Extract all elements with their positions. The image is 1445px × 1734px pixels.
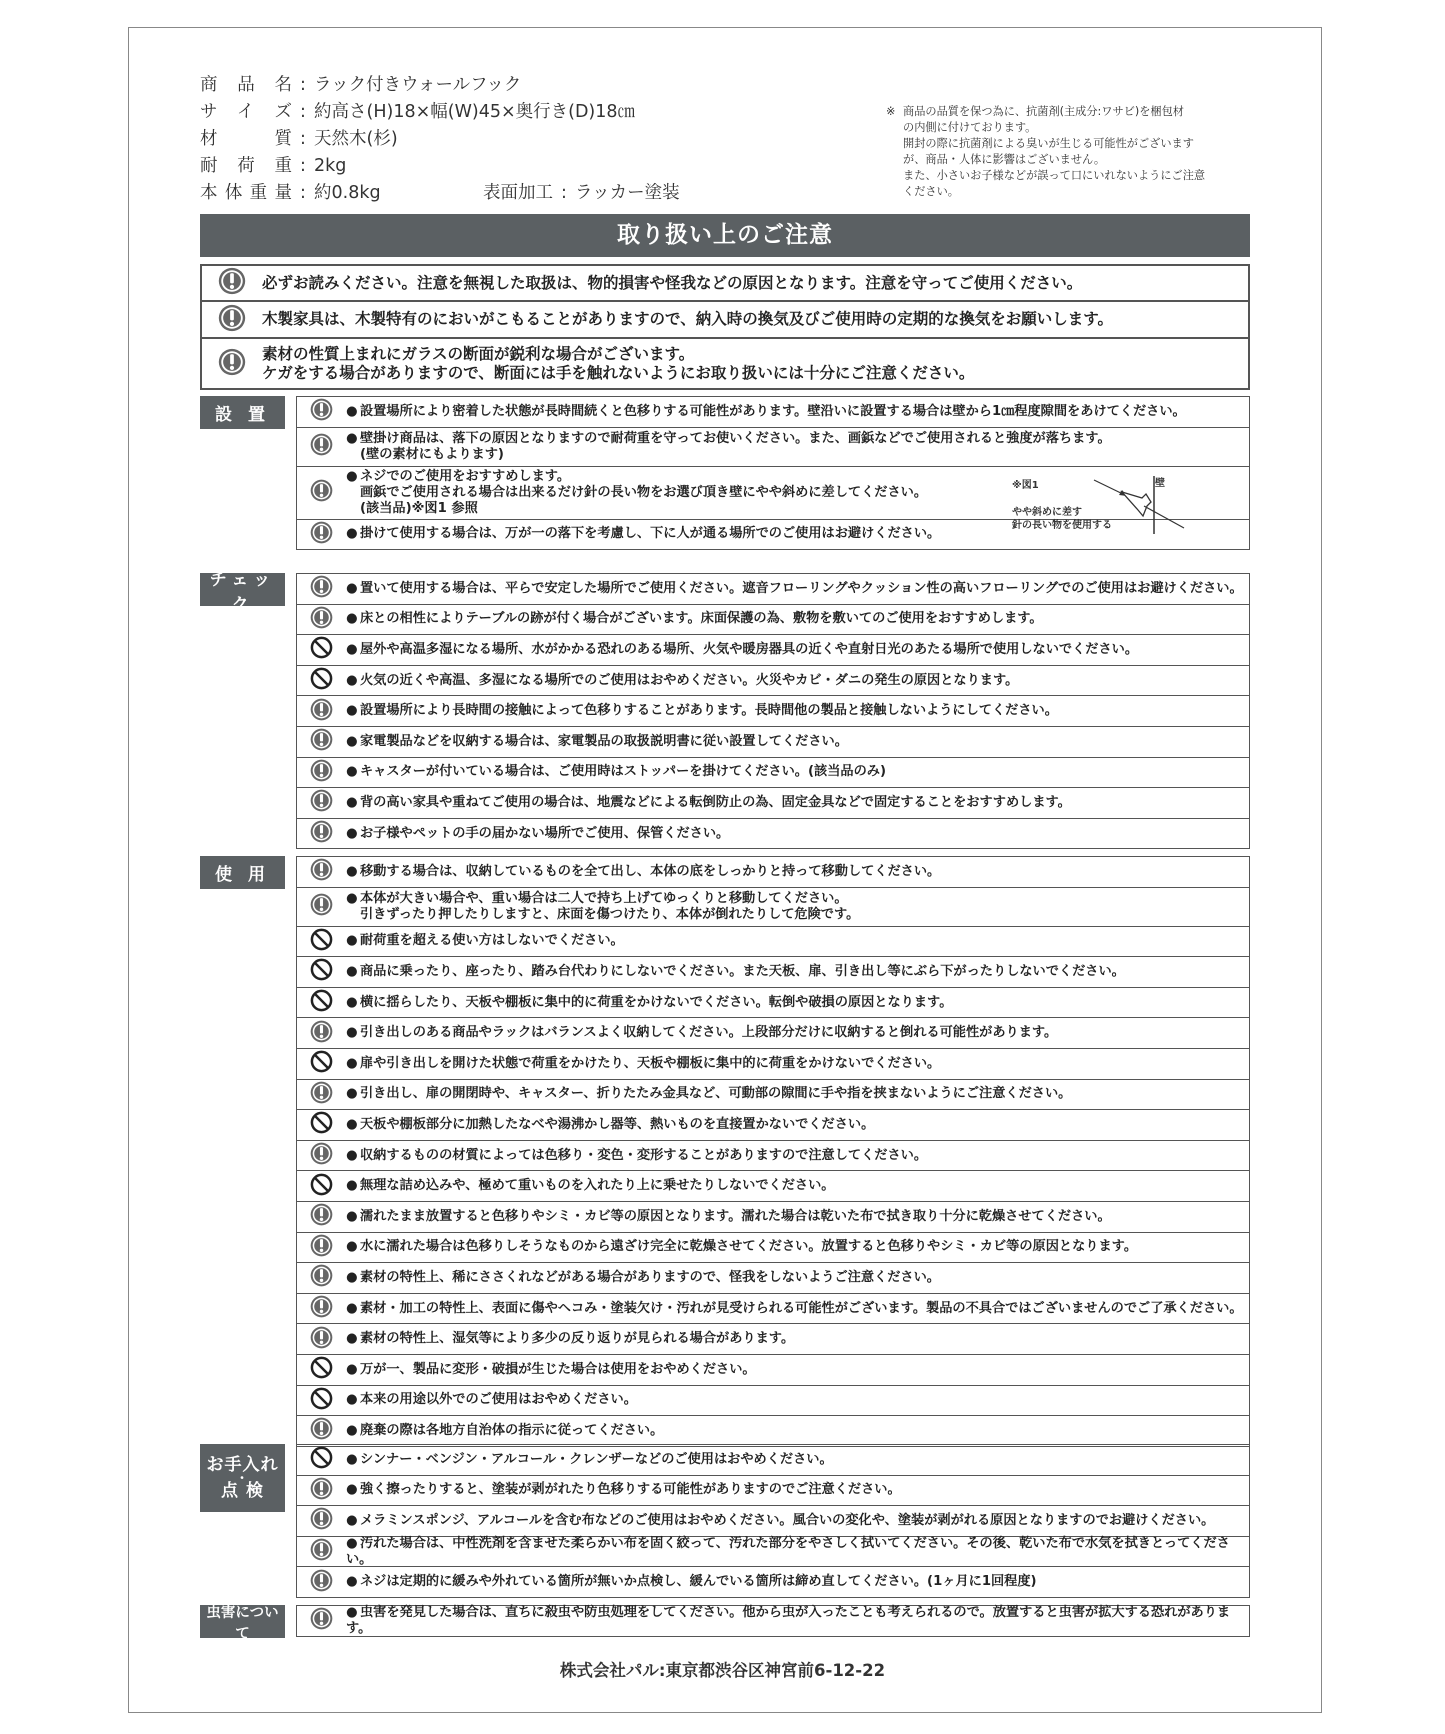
warning-row xyxy=(202,266,1248,302)
caution-text: ● 商品に乗ったり、座ったり、踏み台代わりにしないでください。また天板、扉、引き出し等にぶら下がったりしないでください。 xyxy=(346,963,1125,979)
caution-icon xyxy=(310,858,333,885)
caution-row xyxy=(297,1202,1249,1233)
prohibited-icon xyxy=(310,1173,333,1200)
caution-icon xyxy=(310,398,333,425)
caution-row xyxy=(297,957,1249,988)
spec-value: 約高さ(H)18×幅(W)45×奥行き(D)18㎝ xyxy=(314,102,636,122)
bullet: ● xyxy=(346,1482,358,1498)
bullet: ● xyxy=(346,526,358,542)
prohibited-icon xyxy=(310,1111,333,1138)
caution-row xyxy=(297,1049,1249,1080)
caution-text: ● 素材の特性上、稀にささくれなどがある場合がありますので、怪我をしないようご注意ください。 xyxy=(346,1269,940,1285)
bullet: ● xyxy=(346,1239,358,1255)
caution-text: ● ネジは定期的に緩みや外れている箇所が無いか点検し、緩んでいる箇所は締め直してください。(1ヶ月に1回程度) xyxy=(346,1574,1037,1590)
antibacterial-note xyxy=(886,104,1258,200)
caution-icon xyxy=(310,1538,333,1565)
caution-row xyxy=(297,927,1249,958)
bullet: ● xyxy=(346,1604,358,1620)
prohibited-icon xyxy=(310,989,333,1016)
caution-icon xyxy=(310,1203,333,1230)
caution-row xyxy=(297,1324,1249,1355)
note-mark: ※ xyxy=(886,105,896,118)
caution-text: ● ネジでのご使用をおすすめします。 画鋲でご使用される場合は出来るだけ針の長い物をお選び頂き壁にやや斜めに差してください。 (該当品)※図1 参照 xyxy=(346,468,928,516)
bullet: ● xyxy=(346,1055,358,1071)
caution-text: ● 廃棄の際は各地方自治体の指示に従ってください。 xyxy=(346,1422,664,1438)
caution-row xyxy=(297,1294,1249,1325)
caution-icon xyxy=(310,1569,333,1596)
caution-icon xyxy=(310,1264,333,1291)
note-line: 開封の際に抗菌剤による臭いが生じる可能性がございます xyxy=(903,137,1194,150)
warning-text: 木製家具は、木製特有のにおいがこもることがありますので、納入時の換気及びご使用時の定期的な換気をお願いします。 xyxy=(262,310,1113,328)
caution-icon xyxy=(310,698,333,725)
main-title: 取り扱い上のご注意 xyxy=(200,214,1250,257)
note-line: ※ 商品の品質を保つ為に、抗菌剤(主成分:ワサビ)を梱包材 xyxy=(886,105,1184,118)
caution-icon xyxy=(310,1081,333,1108)
bullet: ● xyxy=(346,672,358,688)
caution-row xyxy=(297,574,1249,605)
caution-row xyxy=(297,428,1249,467)
product-spec xyxy=(200,72,900,207)
caution-text: ● 設置場所により密着した状態が長時間続くと色移りする可能性があります。壁沿いに設置する場合は壁から1㎝程度隙間をあけてください。 xyxy=(346,403,1186,419)
caution-icon xyxy=(310,1607,333,1634)
bullet: ● xyxy=(346,1208,358,1224)
caution-icon xyxy=(310,893,333,920)
prohibited-icon xyxy=(310,1387,333,1414)
warning-text: 必ずお読みください。注意を無視した取扱は、物的損害や怪我などの原因となります。注意を守ってご使用ください。 xyxy=(262,273,1083,292)
caution-text: ● 屋外や高温多湿になる場所、水がかかる恐れのある場所、火気や暖房器具の近くや直射日光のあたる場所で使用しないでください。 xyxy=(346,641,1139,657)
bullet: ● xyxy=(346,1025,358,1041)
caution-icon xyxy=(310,728,333,755)
spec-name: 商品名 : ラック付きウォールフック xyxy=(200,72,900,99)
bullet: ● xyxy=(346,703,358,719)
section-table xyxy=(296,1605,1250,1637)
warning-row xyxy=(202,339,1248,388)
bullet: ● xyxy=(346,963,358,979)
caution-text: ● 素材・加工の特性上、表面に傷やヘコみ・塗装欠け・汚れが見受けられる可能性がございます。製品の不具合ではございませんのでご了承ください。 xyxy=(346,1300,1243,1316)
section-title: チェック xyxy=(200,573,285,606)
caution-text: ● 引き出し、扉の開閉時や、キャスター、折りたたみ金具など、可動部の隙間に手や指を挟まないようにご注意ください。 xyxy=(346,1086,1072,1102)
spec-weight: 本体重量 : 約0.8kg 表面加工 : ラッカー塗装 xyxy=(200,180,900,207)
caution-text: ● 背の高い家具や重ねてご使用の場合は、地震などによる転倒防止の為、固定金具などで固定することをおすすめします。 xyxy=(346,794,1071,810)
caution-row xyxy=(297,888,1249,927)
caution-text: ● 扉や引き出しを開けた状態で荷重をかけたり、天板や棚板に集中的に荷重をかけないでください。 xyxy=(346,1055,941,1071)
caution-row xyxy=(297,788,1249,819)
caution-text: ● 虫害を発見した場合は、直ちに殺虫や防虫処理をしてください。他から虫が入ったことも考えられるので。放置すると虫害が拡大する恐れがあります。 xyxy=(346,1604,1231,1636)
bullet: ● xyxy=(346,1147,358,1163)
bullet: ● xyxy=(346,1300,358,1316)
caution-text: ● お子様やペットの手の届かない場所でご使用、保管ください。 xyxy=(346,825,730,841)
caution-icon xyxy=(310,759,333,786)
caution-row xyxy=(297,1416,1249,1446)
caution-text: ● 天板や棚板部分に加熱したなべや湯沸かし器等、熱いものを直接置かないでください。 xyxy=(346,1116,875,1132)
spec-value: 天然木(杉) xyxy=(314,129,398,149)
caution-icon xyxy=(310,1142,333,1169)
caution-text: ● 素材の特性上、湿気等により多少の反り返りが見られる場合があります。 xyxy=(346,1331,795,1347)
caution-text: ● シンナー・ベンジン・アルコール・クレンザーなどのご使用はおやめください。 xyxy=(346,1451,833,1467)
bullet: ● xyxy=(346,1116,358,1132)
bullet: ● xyxy=(346,1361,358,1377)
caution-icon xyxy=(310,433,333,460)
caution-text: ● 無理な詰め込みや、極めて重いものを入れたり上に乗せたりしないでください。 xyxy=(346,1178,835,1194)
caution-icon xyxy=(310,789,333,816)
caution-row xyxy=(297,1537,1249,1568)
caution-icon xyxy=(310,1020,333,1047)
caution-icon xyxy=(310,1507,333,1534)
prohibited-icon xyxy=(310,1050,333,1077)
note-line: が、商品・人体に影響はございません。 xyxy=(903,153,1106,166)
caution-row xyxy=(297,1080,1249,1111)
spec-finish: 表面加工 : ラッカー塗装 xyxy=(483,183,680,203)
caution-row xyxy=(297,605,1249,636)
caution-row xyxy=(297,819,1249,849)
caution-text: ● 強く擦ったりすると、塗装が剥がれたり色移りする可能性がありますのでご注意ください。 xyxy=(346,1482,901,1498)
bullet: ● xyxy=(346,994,358,1010)
bullet: ● xyxy=(346,1269,358,1285)
caution-text: ● 濡れたまま放置すると色移りやシミ・カビ等の原因となります。濡れた場合は乾いた布で拭き取り十分に乾燥させてください。 xyxy=(346,1208,1111,1224)
spec-value: 2kg xyxy=(314,156,347,176)
caution-icon xyxy=(310,1417,333,1444)
prohibited-icon xyxy=(310,958,333,985)
caution-text: ● メラミンスポンジ、アルコールを含む布などのご使用はおやめください。風合いの変化や、塗装が剥がれる原因となりますのでお避けください。 xyxy=(346,1512,1215,1528)
caution-row xyxy=(297,666,1249,697)
bullet: ● xyxy=(346,863,358,879)
caution-text: ● キャスターが付いている場合は、ご使用時はストッパーを掛けてください。(該当品のみ) xyxy=(346,764,886,780)
caution-row xyxy=(297,1018,1249,1049)
caution-icon xyxy=(310,1234,333,1261)
warning-row xyxy=(202,302,1248,339)
caution-text: ● 耐荷重を超える使い方はしないでください。 xyxy=(346,933,624,949)
caution-row xyxy=(297,1476,1249,1507)
spec-label: 材 質 xyxy=(200,129,292,149)
section-title: 使 用 xyxy=(200,856,285,889)
caution-row xyxy=(297,1506,1249,1537)
warning-text: 素材の性質上まれにガラスの断面が鋭利な場合がございます。 ケガをする場合がありますので、断面には手を触れないようにお取り扱いには十分にご注意ください。 xyxy=(262,344,975,382)
caution-icon xyxy=(218,348,246,380)
prohibited-icon xyxy=(310,928,333,955)
figure-caption: やや斜めに差す xyxy=(1012,507,1082,518)
caution-icon xyxy=(310,479,333,506)
bullet: ● xyxy=(346,641,358,657)
company-address: 株式会社パル:東京都渋谷区神宮前6-12-22 xyxy=(559,1661,886,1680)
caution-row xyxy=(297,1141,1249,1172)
caution-text: ● 床との相性によりテーブルの跡が付く場合がございます。床面保護の為、敷物を敷いてのご使用をおすすめします。 xyxy=(346,611,1043,627)
general-warnings xyxy=(200,264,1250,390)
caution-row xyxy=(297,758,1249,789)
prohibited-icon xyxy=(310,1446,333,1473)
caution-text: ● 設置場所により長時間の接触によって色移りすることがあります。長時間他の製品と接触しないようにしてください。 xyxy=(346,703,1058,719)
bullet: ● xyxy=(346,1535,358,1551)
caution-icon xyxy=(218,304,246,336)
bullet: ● xyxy=(346,430,358,446)
bullet: ● xyxy=(346,580,358,596)
spec-load: 耐荷重 : 2kg xyxy=(200,153,900,180)
caution-icon xyxy=(310,1295,333,1322)
bullet: ● xyxy=(346,825,358,841)
section-title: 虫害について xyxy=(200,1605,285,1638)
bullet: ● xyxy=(346,1178,358,1194)
caution-icon xyxy=(310,1326,333,1353)
spec-size: サイズ : 約高さ(H)18×幅(W)45×奥行き(D)18㎝ xyxy=(200,99,900,126)
caution-text: ● 水に濡れた場合は色移りしそうなものから遠ざけ完全に乾燥させてください。放置すると色移りやシミ・カビ等の原因となります。 xyxy=(346,1239,1138,1255)
caution-text: ● 本体が大きい場合や、重い場合は二人で持ち上げてゆっくりと移動してください。 引きずったり押したりしますと、床面を傷つけたり、本体が倒れたりして危険です。 xyxy=(346,890,860,922)
caution-text: ● 引き出しのある商品やラックはバランスよく収納してください。上段部分だけに収納すると倒れる可能性があります。 xyxy=(346,1025,1058,1041)
caution-text: ● 本来の用途以外でのご使用はおやめください。 xyxy=(346,1392,637,1408)
caution-row xyxy=(297,857,1249,888)
bullet: ● xyxy=(346,1512,358,1528)
bullet: ● xyxy=(346,1574,358,1590)
section-table xyxy=(296,573,1250,849)
spec-material: 材 質 : 天然木(杉) xyxy=(200,126,900,153)
spec-label: 商品名 xyxy=(200,75,292,95)
spec-label: サイズ xyxy=(200,102,292,122)
bullet: ● xyxy=(346,1086,358,1102)
bullet: ● xyxy=(346,403,358,419)
caution-icon xyxy=(218,267,246,299)
bullet: ● xyxy=(346,733,358,749)
caution-icon xyxy=(310,521,333,548)
caution-text: ● 収納するものの材質によっては色移り・変色・変形することがありますので注意してください。 xyxy=(346,1147,928,1163)
bullet: ● xyxy=(346,1392,358,1408)
figure-label: ※図1 xyxy=(1012,480,1039,491)
prohibited-icon xyxy=(310,1356,333,1383)
section-table xyxy=(296,1444,1250,1598)
caution-row xyxy=(297,397,1249,428)
caution-text: ● 火気の近くや高温、多湿になる場所でのご使用はおやめください。火災やカビ・ダニの発生の原因となります。 xyxy=(346,672,1019,688)
caution-row xyxy=(297,727,1249,758)
spec-value: ラック付きウォールフック xyxy=(314,75,522,95)
caution-row xyxy=(297,635,1249,666)
section-table xyxy=(296,856,1250,1447)
caution-row xyxy=(297,1171,1249,1202)
bullet: ● xyxy=(346,890,358,906)
spec-value: 約0.8kg xyxy=(314,183,381,203)
caution-text: ● 万が一、製品に変形・破損が生じた場合は使用をおやめください。 xyxy=(346,1361,756,1377)
note-line: ください。 xyxy=(903,185,959,198)
spec-label: 本体重量 xyxy=(200,183,292,203)
caution-row xyxy=(297,696,1249,727)
prohibited-icon xyxy=(310,636,333,663)
caution-text: ● 移動する場合は、収納しているものを全て出し、本体の底をしっかりと持って移動してください。 xyxy=(346,863,941,879)
note-line: また、小さいお子様などが誤って口にいれないようにご注意 xyxy=(903,169,1206,182)
bullet: ● xyxy=(346,764,358,780)
note-line: の内側に付けております。 xyxy=(903,121,1037,134)
caution-text: ● 横に揺らしたり、天板や棚板に集中的に荷重をかけないでください。転倒や破損の原因となります。 xyxy=(346,994,953,1010)
prohibited-icon xyxy=(310,667,333,694)
caution-row xyxy=(297,1386,1249,1417)
caution-icon xyxy=(310,575,333,602)
caution-text: ● 家電製品などを収納する場合は、家電製品の取扱説明書に従い設置してください。 xyxy=(346,733,848,749)
caution-row xyxy=(297,1233,1249,1264)
bullet: ● xyxy=(346,1451,358,1467)
bullet: ● xyxy=(346,794,358,810)
caution-row xyxy=(297,1355,1249,1386)
caution-text: ● 汚れた場合は、中性洗剤を含ませた柔らかい布を固く絞って、汚れた部分をやさしく拭いてください。その後、乾いた布で水気を拭きとってください。 xyxy=(346,1535,1230,1567)
caution-icon xyxy=(310,606,333,633)
caution-row xyxy=(297,988,1249,1019)
spec-label: 耐荷重 xyxy=(200,156,292,176)
figure-wall-label: 壁 xyxy=(1155,478,1165,489)
caution-row xyxy=(297,1606,1249,1636)
caution-icon xyxy=(310,820,333,847)
caution-row xyxy=(297,1567,1249,1597)
caution-icon xyxy=(310,1477,333,1504)
figure-caption: 針の長い物を使用する xyxy=(1012,520,1112,531)
bullet: ● xyxy=(346,611,358,627)
caution-text: ● 置いて使用する場合は、平らで安定した場所でご使用ください。遮音フローリングやクッション性の高いフローリングでのご使用はお避けください。 xyxy=(346,580,1243,596)
caution-row xyxy=(297,1263,1249,1294)
figure-1 xyxy=(1012,476,1212,536)
spec-label: 表面加工 xyxy=(483,183,553,203)
bullet: ● xyxy=(346,468,358,484)
bullet: ● xyxy=(346,933,358,949)
caution-row xyxy=(297,1445,1249,1476)
section-title: 設 置 xyxy=(200,396,285,429)
caution-row xyxy=(297,1110,1249,1141)
section-title: お手入れ ・ 点 検 xyxy=(200,1444,285,1512)
bullet: ● xyxy=(346,1331,358,1347)
caution-text: ● 掛けて使用する場合は、万が一の落下を考慮し、下に人が通る場所でのご使用はお避けください。 xyxy=(346,526,941,542)
caution-text: ● 壁掛け商品は、落下の原因となりますので耐荷重を守ってお使いください。また、画鋲などでご使用されると強度が落ちます。 (壁の素材にもよります) xyxy=(346,430,1111,462)
spec-value: ラッカー塗装 xyxy=(575,183,680,203)
bullet: ● xyxy=(346,1422,358,1438)
